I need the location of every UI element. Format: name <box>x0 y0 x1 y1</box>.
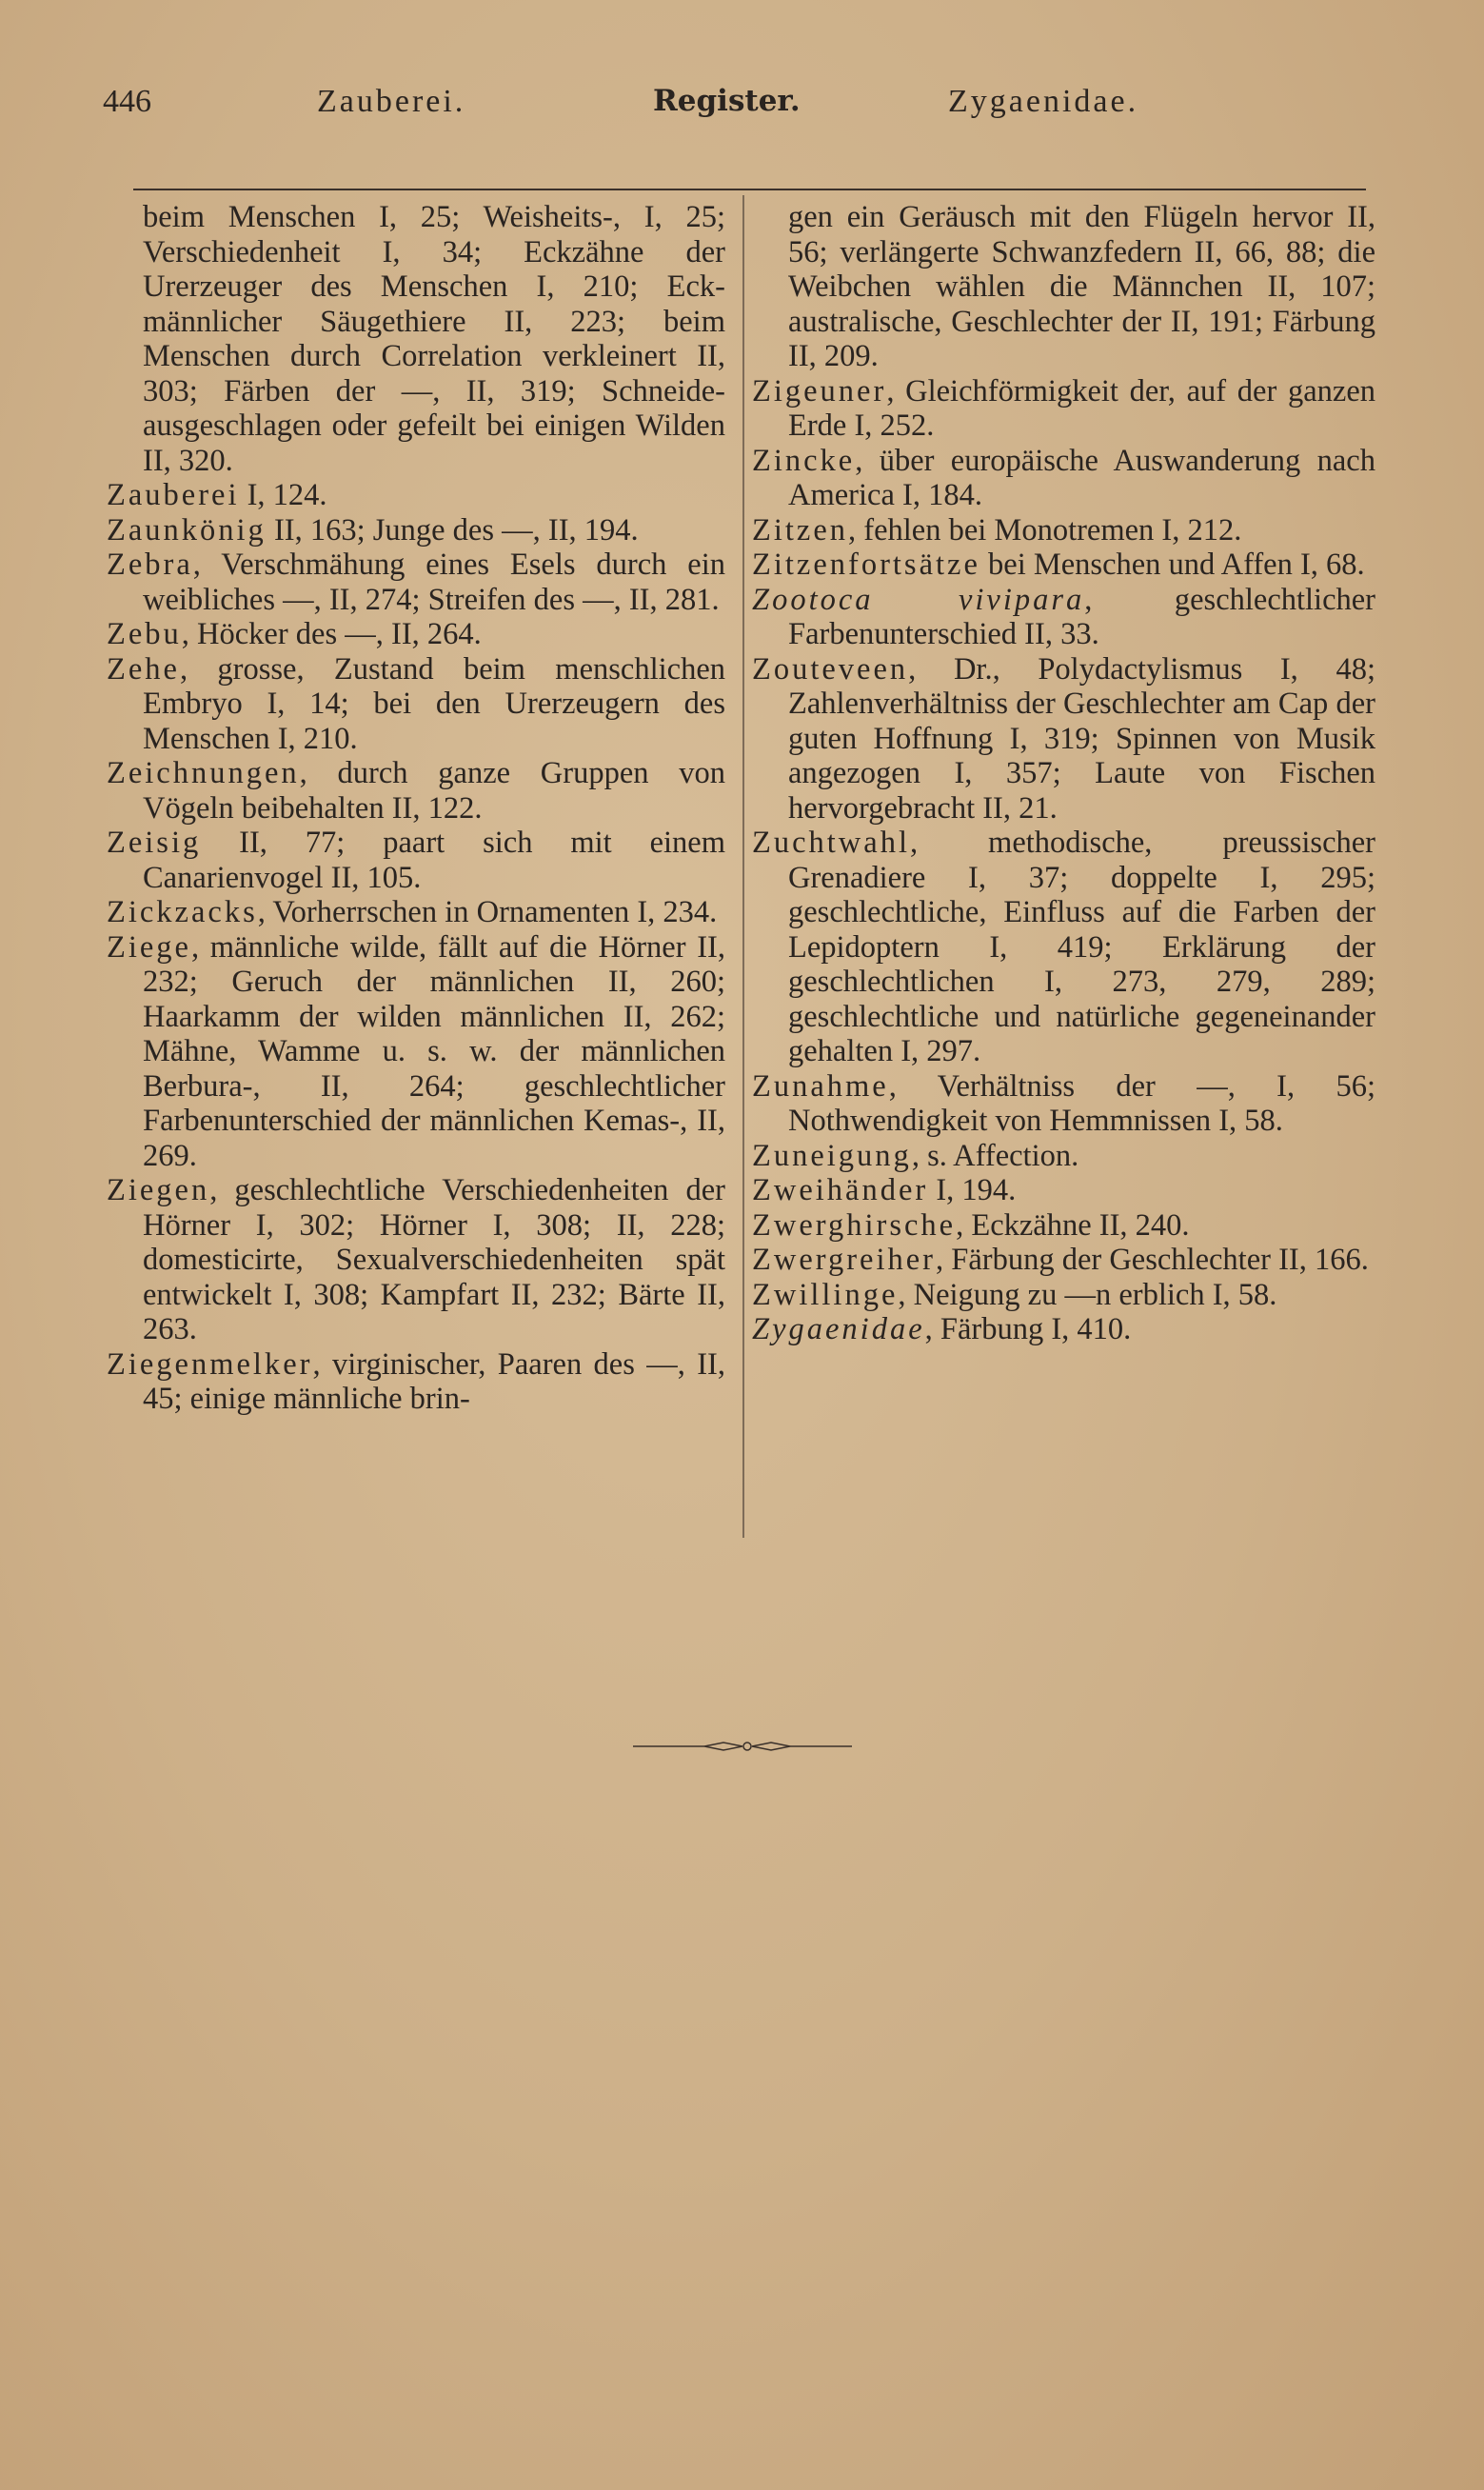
index-entry <box>107 826 725 895</box>
entry-text: , männliche wilde, fällt auf die Hörner II, 232; Geruch der männlichen II, 260; Haarkamm der wilden männlichen II, 262; Mähne, Wamme u. s. w. der männlichen Berbura-, II, 264; geschlechtlicher Farbenunterschied der männlichen Kemas-, II, 269. <box>143 929 725 1173</box>
header-left-word: Zauberei. <box>317 84 466 119</box>
index-entry <box>752 200 1375 374</box>
header-rule <box>133 189 1366 190</box>
index-entry <box>107 617 725 652</box>
entry-text: I, 124. <box>239 478 327 512</box>
entry-headword: Ziegenmelker <box>107 1346 313 1382</box>
header-center-word: Register. <box>653 84 801 118</box>
entry-headword: Zigeuner <box>752 373 887 408</box>
index-entry <box>107 1173 725 1347</box>
index-entry <box>752 1069 1375 1139</box>
entry-headword: Zeichnungen <box>107 756 300 790</box>
entry-headword: Zickzacks <box>107 895 258 929</box>
entry-text: , geschlechtliche Verschiedenheiten der Hörner I, 302; Hörner I, 308; II, 228; domesticirte, Sexualverschiedenheiten spät entwickelt I, 308; Kampfart II, 232; Bärte II, 263. <box>143 1173 725 1346</box>
entry-text: , Verhältniss der —, I, 56; Nothwendigkeit von Hemmnissen I, 58. <box>788 1068 1375 1138</box>
entry-text: , Vorherrschen in Ornamenten I, 234. <box>257 895 718 929</box>
entry-headword: Zitzen <box>752 512 849 548</box>
index-entry <box>107 895 725 930</box>
entry-headword: Zauberei <box>107 478 240 512</box>
index-entry <box>752 1312 1375 1347</box>
end-ornament <box>633 1739 852 1754</box>
entry-text: , s. Affection. <box>911 1138 1079 1173</box>
entry-text: , methodische, preussischer Grenadiere I, 37; doppelte I, 295; geschlechtliche, Einfluss auf die Farben der Lepidoptern I, 419; Erklärung der geschlechtlichen I, 273, 279, 289; geschlechtliche und natürliche gegeneinander gehalten I, 297. <box>788 826 1375 1068</box>
entry-headword: Zweihänder <box>752 1173 929 1207</box>
entry-headword: Zeisig <box>107 826 202 860</box>
index-entry <box>752 513 1375 548</box>
column-divider <box>742 195 744 1538</box>
entry-text: , Färbung I, 410. <box>924 1312 1132 1346</box>
entry-headword: Zincke <box>752 443 856 478</box>
entry-text: , durch ganze Gruppen von Vögeln beibehalten II, 122. <box>143 756 725 826</box>
entry-text: gen ein Geräusch mit den Flügeln hervor II, 56; verlängerte Schwanzfedern II, 66, 88; die Weibchen wählen die Männchen II, 107; australische, Geschlechter der II, 191; Färbung II, 209. <box>788 200 1375 373</box>
entry-headword: Zouteveen <box>752 651 909 687</box>
entry-text: , über europäische Auswanderung nach America I, 184. <box>788 443 1375 512</box>
entry-text: II, 77; paart sich mit einem Canarienvogel II, 105. <box>143 826 725 895</box>
index-entry <box>107 1347 725 1417</box>
entry-headword: Zwergreiher <box>752 1243 937 1277</box>
entry-text: beim Menschen I, 25; Weisheits-, I, 25; Verschiedenheit I, 34; Eckzähne der Urerzeuger des Menschen I, 210; Eck- männlicher Säugethiere II, 223; beim Menschen durch Correlation verkleinert II, 303; Färben der —, II, 319; Schneide- ausgeschlagen oder gefeilt bei einigen Wilden II, 320. <box>143 200 725 478</box>
index-entry <box>752 1278 1375 1313</box>
entry-headword: Zehe <box>107 651 180 687</box>
index-column-left <box>107 200 725 1417</box>
index-entry <box>752 1208 1375 1244</box>
entry-headword: Zootoca vivipara <box>752 582 1085 617</box>
entry-text: II, 163; Junge des —, II, 194. <box>266 512 639 548</box>
index-column-right <box>752 200 1375 1347</box>
entry-headword: Zygaenidae <box>752 1312 925 1346</box>
entry-headword: Zitzenfortsätze <box>752 548 980 582</box>
entry-text: , Höcker des —, II, 264. <box>181 617 482 651</box>
index-entry <box>752 1139 1375 1174</box>
index-entry <box>752 826 1375 1069</box>
running-header <box>103 84 1188 131</box>
entry-headword: Zaunkönig <box>107 512 267 548</box>
index-entry <box>752 374 1375 444</box>
index-entry <box>107 200 725 478</box>
entry-text: , fehlen bei Monotremen I, 212. <box>848 512 1242 548</box>
header-right-word: Zygaenidae. <box>948 84 1139 119</box>
entry-headword: Ziegen <box>107 1173 210 1207</box>
index-entry <box>107 652 725 757</box>
index-entry <box>752 1173 1375 1208</box>
entry-headword: Zunahme <box>752 1068 889 1104</box>
entry-text: , Verschmähung eines Esels durch ein weibliches —, II, 274; Streifen des —, II, 281. <box>143 548 725 617</box>
index-entry <box>752 444 1375 513</box>
entry-text: I, 194. <box>928 1173 1017 1207</box>
index-entry <box>752 548 1375 583</box>
entry-text: , Eckzähne II, 240. <box>956 1207 1190 1243</box>
entry-text: , geschlechtlicher Farbenunterschied II, 33. <box>788 582 1376 651</box>
page-number: 446 <box>103 84 151 119</box>
index-entry <box>107 548 725 617</box>
index-entry <box>752 583 1375 652</box>
entry-headword: Zuneigung <box>752 1138 912 1173</box>
entry-text: , Neigung zu —n erblich I, 58. <box>898 1277 1277 1312</box>
index-entry <box>752 1243 1375 1278</box>
entry-headword: Zebu <box>107 617 182 651</box>
index-entry <box>107 930 725 1174</box>
entry-text: , Färbung der Geschlechter II, 166. <box>936 1243 1369 1277</box>
entry-text: , grosse, Zustand beim menschlichen Embryo I, 14; bei den Urerzeugern des Menschen I, 210. <box>143 651 725 756</box>
index-entry <box>752 652 1375 827</box>
entry-text: , virginischer, Paaren des —, II, 45; einige männliche brin- <box>143 1346 725 1416</box>
entry-headword: Zuchtwahl <box>752 826 910 860</box>
index-entry <box>107 756 725 826</box>
entry-headword: Zwillinge <box>752 1277 899 1312</box>
index-entry <box>107 478 725 513</box>
entry-text: bei Menschen und Affen I, 68. <box>979 548 1365 582</box>
entry-headword: Zwerghirsche <box>752 1207 957 1243</box>
entry-headword: Zebra <box>107 548 193 582</box>
entry-text: , Dr., Polydactylismus I, 48; Zahlenverhältniss der Geschlechter am Cap der guten Hoffnung I, 319; Spinnen von Musik angezogen I, 357; Laute von Fischen hervorgebracht II, 21. <box>788 651 1375 826</box>
index-entry <box>107 513 725 548</box>
entry-text: , Gleichförmigkeit der, auf der ganzen Erde I, 252. <box>788 373 1375 443</box>
entry-headword: Ziege <box>107 929 191 965</box>
